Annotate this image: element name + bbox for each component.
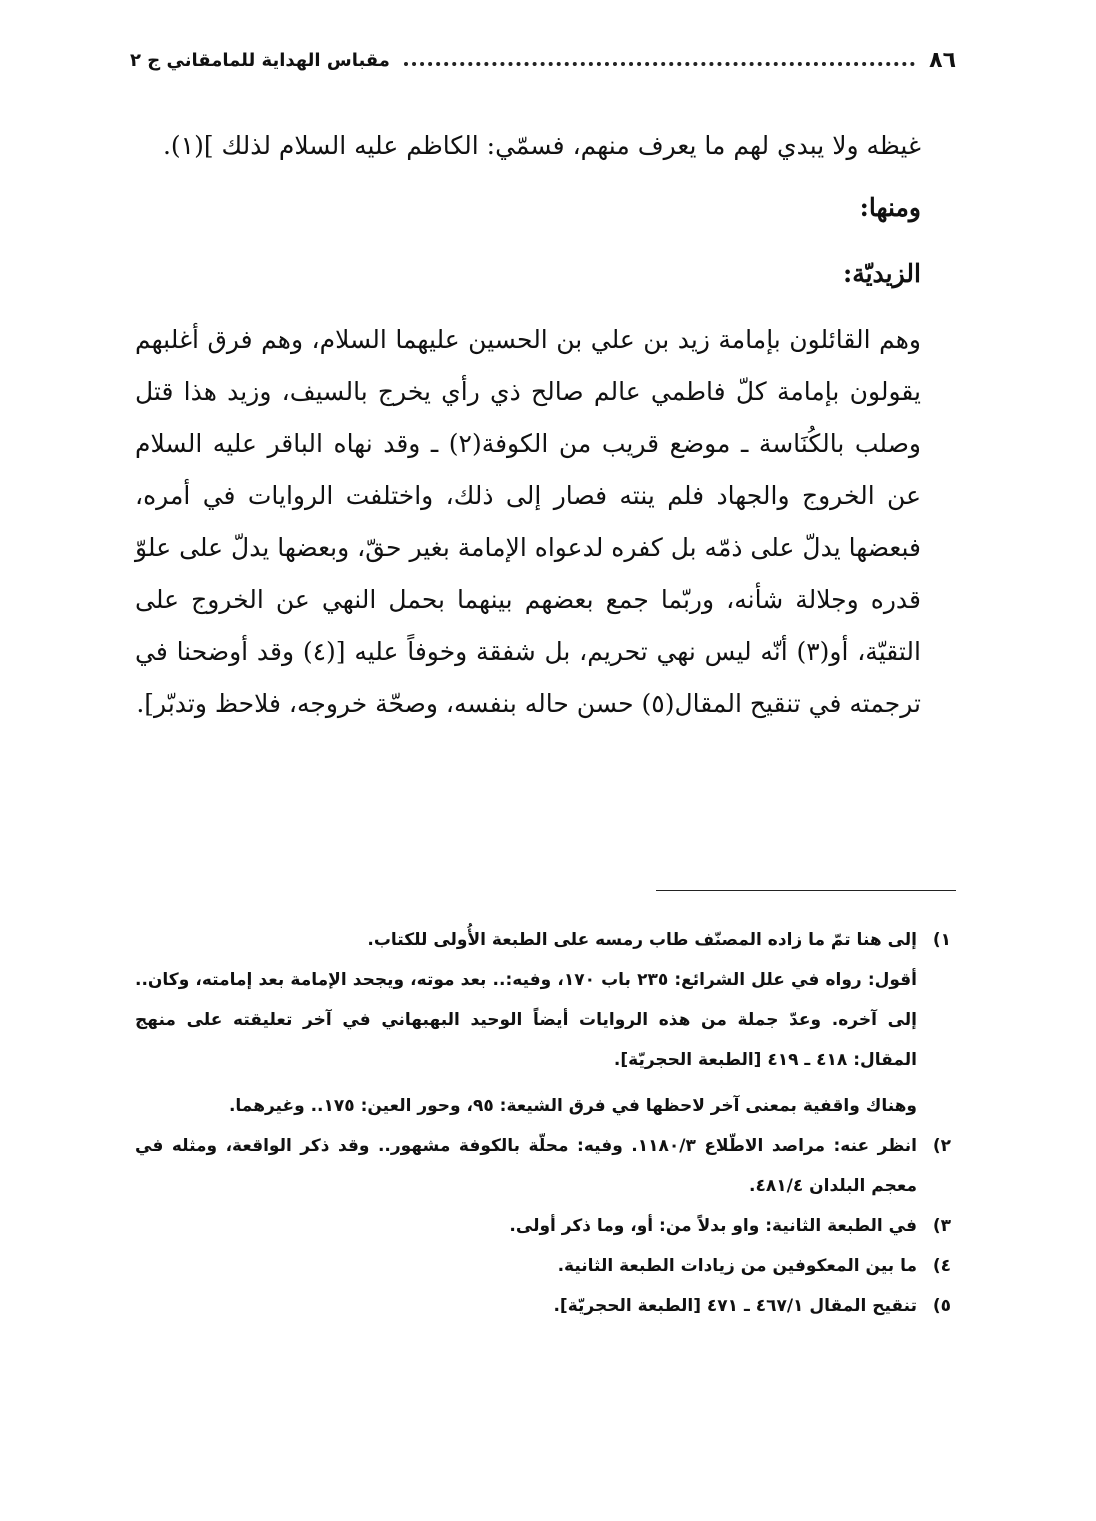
running-header xyxy=(130,40,956,80)
footnote-text: إلى هنا تمّ ما زاده المصنّف طاب رمسه على الطبعة الأُولى للكتاب. xyxy=(367,930,917,950)
running-title: مقباس الهداية للمامقاني ج ٢ xyxy=(130,49,390,71)
footnote-3 xyxy=(135,1206,951,1246)
footnote-number: ٤) xyxy=(932,1256,951,1276)
footnote-text: انظر عنه: مراصد الاطّلاع ١١٨٠/٣. وفيه: محلّة بالكوفة مشهور.. وقد ذكر الواقعة، ومثله في معجم البلدان ٤٨١/٤. xyxy=(135,1136,918,1196)
header-dot-leader xyxy=(404,62,915,66)
footnote-1-continuation: أقول: رواه في علل الشرائع: ٢٣٥ باب ١٧٠، وفيه:.. بعد موته، ويجحد الإمامة بعد إمامته، وكان.. إلى آخره. وعدّ جملة من هذه الروايات أيضاً الوحيد البهبهاني في آخر تعليقته على منهج المقال: ٤١٨ ـ ٤١٩ [الطبعة الحجريّة]. xyxy=(135,970,917,1070)
footnote-number: ٣) xyxy=(932,1216,951,1236)
section-heading: ومنها: xyxy=(859,193,921,222)
footnote-text: في الطبعة الثانية: واو بدلاً من: أو، وما ذكر أولى. xyxy=(509,1216,917,1236)
footnote-1 xyxy=(135,920,951,960)
subsection-heading: الزيديّة: xyxy=(842,259,921,288)
footnote-5 xyxy=(135,1286,951,1326)
footnote-text: تنقيح المقال ٤٦٧/١ ـ ٤٧١ [الطبعة الحجريّة]. xyxy=(553,1296,917,1316)
footnote-number: ٢) xyxy=(932,1136,951,1156)
footnote-4 xyxy=(135,1246,951,1286)
footnote-number: ٥) xyxy=(932,1296,951,1316)
opening-line: غيظه ولا يبدي لهم ما يعرف منهم، فسمّي: الكاظم عليه السلام لذلك ](١). xyxy=(162,131,921,160)
main-text xyxy=(135,120,921,740)
footnote-2 xyxy=(135,1126,951,1206)
page-number: ٨٦ xyxy=(929,47,956,73)
footnote-divider xyxy=(656,890,956,891)
footnotes xyxy=(135,920,951,1326)
footnote-number: ١) xyxy=(932,930,951,950)
body-paragraph: وهم القائلون بإمامة زيد بن علي بن الحسين عليهما السلام، وهم فرق أغلبهم يقولون بإمامة كلّ فاطمي عالم صالح ذي رأي يخرج بالسيف، وزيد هذا قتل وصلب بالكُنَاسة ـ موضع قريب من الكوفة(٢) ـ وقد نهاه الباقر عليه السلام عن الخروج والجهاد فلم ينته فصار إلى ذلك، واختلفت الروايات في أمره، فبعضها يدلّ على ذمّه بل كفره لدعواه الإمامة بغير حقّ، وبعضها يدلّ على علوّ قدره وجلالة شأنه، وربّما جمع بعضهم بينهما بحمل النهي عن الخروج على التقيّة، أو(٣) أنّه ليس نهي تحريم، بل شفقة وخوفاً عليه [(٤) وقد أوضحنا في ترجمته في تنقيح المقال(٥) حسن حاله بنفسه، وصحّة خروجه، فلاحظ وتدبّر]. xyxy=(135,325,921,718)
footnote-text: ما بين المعكوفين من زيادات الطبعة الثانية. xyxy=(557,1256,917,1276)
footnote-1-note: وهناك واقفية بمعنى آخر لاحظها في فرق الشيعة: ٩٥، وحور العين: ١٧٥.. وغيرهما. xyxy=(228,1096,917,1116)
